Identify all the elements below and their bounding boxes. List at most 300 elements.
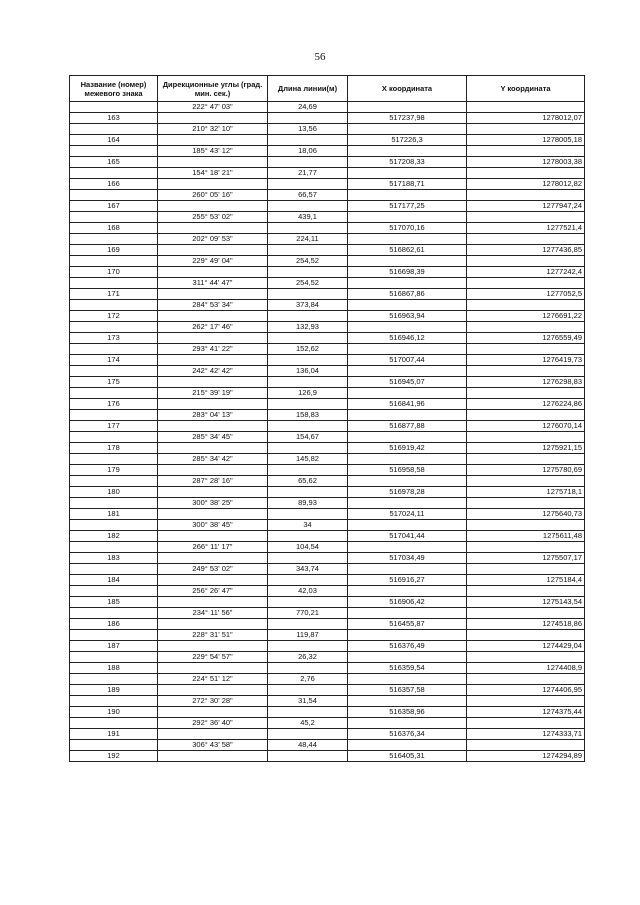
cell-name: 192 <box>70 751 158 762</box>
cell-x: 516358,96 <box>348 707 467 718</box>
cell-y: 1276298,83 <box>467 377 585 388</box>
table-row <box>70 146 585 157</box>
cell-angle: 292° 36' 40" <box>158 718 268 729</box>
cell-length: 2,76 <box>268 674 348 685</box>
cell-x: 516945,07 <box>348 377 467 388</box>
cell-length <box>268 685 348 696</box>
cell-y: 1275611,48 <box>467 531 585 542</box>
cell-length <box>268 465 348 476</box>
cell-angle: 224° 51' 12" <box>158 674 268 685</box>
cell-y: 1275718,1 <box>467 487 585 498</box>
cell-length: 48,44 <box>268 740 348 751</box>
table-row <box>70 333 585 344</box>
cell-y <box>467 300 585 311</box>
table-row <box>70 487 585 498</box>
cell-x: 516919,42 <box>348 443 467 454</box>
cell-angle <box>158 135 268 146</box>
cell-length <box>268 135 348 146</box>
cell-angle: 255° 53' 02" <box>158 212 268 223</box>
cell-y <box>467 718 585 729</box>
cell-angle: 262° 17' 46" <box>158 322 268 333</box>
cell-x: 517041,44 <box>348 531 467 542</box>
table-row <box>70 575 585 586</box>
cell-name <box>70 718 158 729</box>
cell-angle <box>158 399 268 410</box>
cell-angle <box>158 113 268 124</box>
cell-length <box>268 619 348 630</box>
cell-y <box>467 740 585 751</box>
cell-angle: 229° 54' 57" <box>158 652 268 663</box>
cell-length <box>268 399 348 410</box>
cell-angle <box>158 619 268 630</box>
cell-x: 517208,33 <box>348 157 467 168</box>
table-row <box>70 542 585 553</box>
cell-name: 179 <box>70 465 158 476</box>
cell-y: 1274333,71 <box>467 729 585 740</box>
cell-name <box>70 696 158 707</box>
cell-y <box>467 322 585 333</box>
cell-length <box>268 443 348 454</box>
cell-name <box>70 476 158 487</box>
cell-length <box>268 289 348 300</box>
cell-name: 176 <box>70 399 158 410</box>
table-row <box>70 377 585 388</box>
cell-y <box>467 586 585 597</box>
table-row <box>70 245 585 256</box>
cell-x <box>348 454 467 465</box>
cell-angle: 285° 34' 45" <box>158 432 268 443</box>
cell-name <box>70 586 158 597</box>
cell-length <box>268 421 348 432</box>
header-y: Y координата <box>467 76 585 102</box>
table-row <box>70 531 585 542</box>
coordinates-table <box>69 75 585 762</box>
cell-y <box>467 476 585 487</box>
cell-y: 1277242,4 <box>467 267 585 278</box>
cell-y <box>467 608 585 619</box>
cell-length: 45,2 <box>268 718 348 729</box>
table-row <box>70 399 585 410</box>
cell-x: 516376,49 <box>348 641 467 652</box>
table-row <box>70 454 585 465</box>
cell-x <box>348 146 467 157</box>
cell-name: 190 <box>70 707 158 718</box>
cell-x <box>348 410 467 421</box>
cell-y <box>467 652 585 663</box>
cell-name <box>70 278 158 289</box>
page-number: 56 <box>314 51 326 63</box>
cell-x <box>348 124 467 135</box>
cell-y <box>467 278 585 289</box>
cell-name <box>70 190 158 201</box>
cell-x: 516978,28 <box>348 487 467 498</box>
cell-name: 184 <box>70 575 158 586</box>
cell-x <box>348 300 467 311</box>
cell-angle <box>158 641 268 652</box>
cell-length: 119,87 <box>268 630 348 641</box>
table-row <box>70 344 585 355</box>
cell-length: 154,67 <box>268 432 348 443</box>
cell-length <box>268 641 348 652</box>
cell-name <box>70 168 158 179</box>
cell-length: 42,03 <box>268 586 348 597</box>
cell-x <box>348 256 467 267</box>
table-row <box>70 311 585 322</box>
cell-name: 185 <box>70 597 158 608</box>
table-row <box>70 707 585 718</box>
cell-x: 516376,34 <box>348 729 467 740</box>
cell-y <box>467 564 585 575</box>
cell-length: 26,32 <box>268 652 348 663</box>
cell-length: 439,1 <box>268 212 348 223</box>
cell-length <box>268 179 348 190</box>
cell-x: 517177,25 <box>348 201 467 212</box>
cell-x: 516946,12 <box>348 333 467 344</box>
table-row <box>70 729 585 740</box>
table-row <box>70 586 585 597</box>
cell-y <box>467 696 585 707</box>
table-row <box>70 234 585 245</box>
cell-length <box>268 311 348 322</box>
cell-y: 1274408,9 <box>467 663 585 674</box>
cell-x <box>348 344 467 355</box>
cell-x <box>348 608 467 619</box>
cell-x: 516455,87 <box>348 619 467 630</box>
cell-x: 516359,54 <box>348 663 467 674</box>
cell-angle <box>158 707 268 718</box>
cell-y <box>467 498 585 509</box>
cell-name <box>70 102 158 113</box>
cell-y: 1275184,4 <box>467 575 585 586</box>
cell-name: 177 <box>70 421 158 432</box>
cell-length <box>268 751 348 762</box>
cell-angle <box>158 333 268 344</box>
header-x: X координата <box>348 76 467 102</box>
cell-length: 136,04 <box>268 366 348 377</box>
cell-length: 126,9 <box>268 388 348 399</box>
cell-length <box>268 509 348 520</box>
table-row <box>70 520 585 531</box>
cell-x: 516963,94 <box>348 311 467 322</box>
cell-name: 175 <box>70 377 158 388</box>
cell-x: 516405,31 <box>348 751 467 762</box>
cell-y <box>467 102 585 113</box>
cell-x: 516867,86 <box>348 289 467 300</box>
cell-name: 171 <box>70 289 158 300</box>
cell-y <box>467 520 585 531</box>
cell-y: 1275780,69 <box>467 465 585 476</box>
table-row <box>70 135 585 146</box>
table-row <box>70 674 585 685</box>
cell-angle <box>158 575 268 586</box>
cell-angle: 154° 18' 21" <box>158 168 268 179</box>
cell-angle <box>158 465 268 476</box>
cell-name <box>70 212 158 223</box>
cell-angle <box>158 421 268 432</box>
cell-name <box>70 322 158 333</box>
cell-x <box>348 476 467 487</box>
table-row <box>70 652 585 663</box>
cell-x: 516916,27 <box>348 575 467 586</box>
cell-name: 163 <box>70 113 158 124</box>
cell-name <box>70 410 158 421</box>
table-row <box>70 366 585 377</box>
cell-length <box>268 113 348 124</box>
cell-angle: 260° 05' 16" <box>158 190 268 201</box>
cell-name <box>70 564 158 575</box>
cell-x <box>348 696 467 707</box>
cell-angle: 284° 53' 34" <box>158 300 268 311</box>
cell-angle <box>158 377 268 388</box>
cell-y <box>467 366 585 377</box>
cell-length <box>268 553 348 564</box>
cell-name: 164 <box>70 135 158 146</box>
cell-y: 1277436,85 <box>467 245 585 256</box>
table-row <box>70 212 585 223</box>
cell-angle: 234° 11' 56" <box>158 608 268 619</box>
table-row <box>70 465 585 476</box>
cell-y: 1274294,89 <box>467 751 585 762</box>
cell-x <box>348 102 467 113</box>
cell-y: 1278003,38 <box>467 157 585 168</box>
cell-name <box>70 388 158 399</box>
cell-x: 517034,49 <box>348 553 467 564</box>
cell-length: 65,62 <box>268 476 348 487</box>
cell-name: 178 <box>70 443 158 454</box>
cell-angle: 185° 43' 12" <box>158 146 268 157</box>
cell-angle: 242° 42' 42" <box>158 366 268 377</box>
cell-x: 516906,42 <box>348 597 467 608</box>
cell-x <box>348 432 467 443</box>
cell-length: 34 <box>268 520 348 531</box>
cell-name <box>70 630 158 641</box>
cell-name: 173 <box>70 333 158 344</box>
cell-y: 1277052,5 <box>467 289 585 300</box>
cell-angle <box>158 179 268 190</box>
cell-angle <box>158 509 268 520</box>
cell-y <box>467 234 585 245</box>
cell-y <box>467 124 585 135</box>
cell-angle <box>158 201 268 212</box>
cell-length: 132,93 <box>268 322 348 333</box>
cell-y: 1278012,07 <box>467 113 585 124</box>
table-row <box>70 685 585 696</box>
cell-angle: 256° 26' 47" <box>158 586 268 597</box>
table-row <box>70 608 585 619</box>
cell-length <box>268 223 348 234</box>
cell-length: 254,52 <box>268 278 348 289</box>
table-row <box>70 641 585 652</box>
table-row <box>70 696 585 707</box>
cell-angle <box>158 553 268 564</box>
cell-y <box>467 454 585 465</box>
cell-name <box>70 542 158 553</box>
cell-angle <box>158 663 268 674</box>
cell-length <box>268 663 348 674</box>
cell-x <box>348 586 467 597</box>
cell-length: 24,69 <box>268 102 348 113</box>
cell-name: 186 <box>70 619 158 630</box>
table-row <box>70 102 585 113</box>
table-row <box>70 476 585 487</box>
cell-y: 1275507,17 <box>467 553 585 564</box>
cell-angle: 215° 39' 19" <box>158 388 268 399</box>
cell-x: 516841,96 <box>348 399 467 410</box>
table-row <box>70 289 585 300</box>
cell-length <box>268 333 348 344</box>
cell-name <box>70 234 158 245</box>
cell-x: 517024,11 <box>348 509 467 520</box>
table-row <box>70 124 585 135</box>
cell-name <box>70 146 158 157</box>
cell-x: 517188,71 <box>348 179 467 190</box>
cell-x: 516958,58 <box>348 465 467 476</box>
cell-y <box>467 146 585 157</box>
cell-length: 224,11 <box>268 234 348 245</box>
cell-length: 343,74 <box>268 564 348 575</box>
table-row <box>70 410 585 421</box>
cell-name: 165 <box>70 157 158 168</box>
cell-name: 170 <box>70 267 158 278</box>
table-row <box>70 223 585 234</box>
cell-name <box>70 520 158 531</box>
cell-x <box>348 630 467 641</box>
table-row <box>70 267 585 278</box>
cell-x <box>348 564 467 575</box>
table-row <box>70 751 585 762</box>
cell-y <box>467 542 585 553</box>
cell-x <box>348 388 467 399</box>
cell-length: 145,82 <box>268 454 348 465</box>
cell-angle <box>158 267 268 278</box>
cell-x <box>348 718 467 729</box>
cell-length: 158,83 <box>268 410 348 421</box>
table-row <box>70 421 585 432</box>
table-row <box>70 201 585 212</box>
cell-x: 516357,58 <box>348 685 467 696</box>
cell-angle <box>158 597 268 608</box>
cell-y <box>467 410 585 421</box>
cell-y <box>467 168 585 179</box>
cell-y: 1277521,4 <box>467 223 585 234</box>
cell-angle <box>158 531 268 542</box>
cell-angle: 249° 53' 02" <box>158 564 268 575</box>
table-row <box>70 619 585 630</box>
table-row <box>70 190 585 201</box>
cell-x <box>348 520 467 531</box>
table-row <box>70 740 585 751</box>
cell-length: 373,84 <box>268 300 348 311</box>
cell-angle <box>158 355 268 366</box>
cell-y: 1274429,04 <box>467 641 585 652</box>
cell-angle <box>158 311 268 322</box>
cell-y: 1276070,14 <box>467 421 585 432</box>
cell-y <box>467 256 585 267</box>
table-row <box>70 157 585 168</box>
cell-length: 104,54 <box>268 542 348 553</box>
cell-length: 254,52 <box>268 256 348 267</box>
cell-name <box>70 124 158 135</box>
cell-name <box>70 674 158 685</box>
cell-y <box>467 212 585 223</box>
cell-x <box>348 740 467 751</box>
table-row <box>70 113 585 124</box>
cell-angle: 202° 09' 53" <box>158 234 268 245</box>
cell-name <box>70 300 158 311</box>
cell-name: 189 <box>70 685 158 696</box>
table-row <box>70 256 585 267</box>
cell-x: 516862,61 <box>348 245 467 256</box>
cell-angle <box>158 245 268 256</box>
cell-angle: 229° 49' 04" <box>158 256 268 267</box>
cell-angle <box>158 685 268 696</box>
cell-angle <box>158 223 268 234</box>
table-row <box>70 388 585 399</box>
cell-length <box>268 157 348 168</box>
cell-name: 188 <box>70 663 158 674</box>
cell-length: 13,56 <box>268 124 348 135</box>
cell-length: 31,54 <box>268 696 348 707</box>
cell-angle: 311° 44' 47" <box>158 278 268 289</box>
table-row <box>70 564 585 575</box>
header-length: Длина линии(м) <box>268 76 348 102</box>
cell-angle: 300° 38' 25" <box>158 498 268 509</box>
cell-x <box>348 168 467 179</box>
cell-length: 21,77 <box>268 168 348 179</box>
cell-length <box>268 267 348 278</box>
cell-angle: 272° 30' 28" <box>158 696 268 707</box>
cell-name <box>70 652 158 663</box>
cell-angle: 293° 41' 22" <box>158 344 268 355</box>
cell-y: 1274518,86 <box>467 619 585 630</box>
header-name: Название (номер) межевого знака <box>70 76 158 102</box>
cell-angle: 210° 32' 10" <box>158 124 268 135</box>
cell-name <box>70 432 158 443</box>
cell-angle: 228° 31' 51" <box>158 630 268 641</box>
table-header-row <box>70 76 585 102</box>
cell-x: 517007,44 <box>348 355 467 366</box>
table-body <box>70 102 585 762</box>
cell-y: 1274406,95 <box>467 685 585 696</box>
table-row <box>70 168 585 179</box>
cell-angle: 266° 11' 17" <box>158 542 268 553</box>
table-row <box>70 432 585 443</box>
cell-name: 167 <box>70 201 158 212</box>
cell-name <box>70 454 158 465</box>
cell-x <box>348 234 467 245</box>
cell-name: 168 <box>70 223 158 234</box>
cell-name <box>70 498 158 509</box>
cell-name: 174 <box>70 355 158 366</box>
cell-length <box>268 377 348 388</box>
cell-name: 172 <box>70 311 158 322</box>
cell-length <box>268 707 348 718</box>
cell-name <box>70 256 158 267</box>
cell-length <box>268 245 348 256</box>
cell-x <box>348 366 467 377</box>
cell-angle <box>158 751 268 762</box>
cell-x <box>348 278 467 289</box>
cell-angle <box>158 729 268 740</box>
cell-x <box>348 190 467 201</box>
cell-length <box>268 487 348 498</box>
cell-y: 1278012,82 <box>467 179 585 190</box>
cell-name: 187 <box>70 641 158 652</box>
cell-y <box>467 388 585 399</box>
cell-angle <box>158 487 268 498</box>
cell-length <box>268 531 348 542</box>
cell-name: 182 <box>70 531 158 542</box>
